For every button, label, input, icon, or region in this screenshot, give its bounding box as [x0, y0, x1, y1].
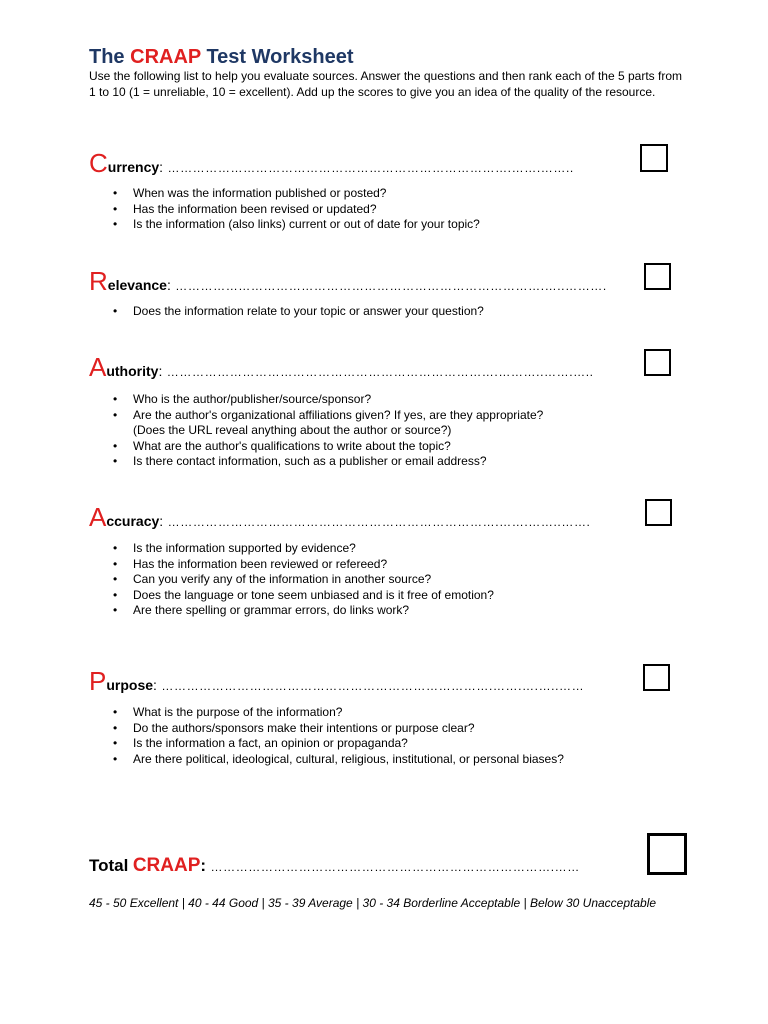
list-item: • Is the information a fact, an opinion or propaganda? — [113, 736, 408, 751]
question-list — [89, 304, 679, 320]
list-item: • Does the language or tone seem unbiased and is it free of emotion? — [113, 587, 494, 602]
list-item: • When was the information published or posted? — [113, 186, 387, 200]
list-item: • What are the author's qualifications to write about the topic? — [113, 438, 451, 453]
section-colon: : — [159, 159, 164, 175]
intro-paragraph: Use the following list to help you evaluate sources. Answer the questions and then rank each of the 5 parts from 1 to 10 (1 = unreliable, 10 = excellent). Add up the scores to give you an idea of the quality of the resource. — [89, 69, 683, 99]
section-currency — [89, 148, 679, 233]
section-heading — [89, 266, 679, 296]
score-box-relevance[interactable] — [644, 263, 671, 290]
question-list — [89, 186, 679, 233]
section-accuracy — [89, 502, 679, 619]
section-colon: : — [158, 363, 163, 379]
score-box-accuracy[interactable] — [645, 499, 672, 526]
section-initial: R — [89, 266, 108, 296]
section-relevance — [89, 266, 679, 320]
list-item: • Are there political, ideological, cultural, religious, institutional, or personal biases? — [113, 751, 564, 766]
section-initial: C — [89, 148, 108, 178]
section-label: uthority — [106, 363, 159, 379]
section-label: elevance — [107, 277, 167, 293]
section-heading — [89, 502, 679, 532]
total-colon: : — [200, 856, 207, 875]
section-label: urpose — [106, 677, 154, 693]
section-label: urrency — [107, 159, 160, 175]
list-item: • Do the authors/sponsors make their intentions or purpose clear? — [113, 720, 475, 735]
list-item: • Has the information been reviewed or refereed? — [113, 556, 388, 571]
section-heading — [89, 666, 679, 696]
list-item: • What is the purpose of the information? — [113, 705, 343, 719]
section-heading — [89, 352, 679, 382]
section-initial: A — [89, 352, 107, 382]
section-initial: P — [89, 666, 107, 696]
section-label: ccuracy — [106, 513, 160, 529]
total-line — [89, 855, 580, 877]
list-item: • Can you verify any of the information in another source? — [113, 572, 432, 587]
section-heading — [89, 148, 679, 178]
list-item: • Who is the author/publisher/source/sponsor? — [113, 392, 372, 406]
total-brand: CRAAP — [132, 855, 201, 876]
leader-dots: …………………………………………………………………….…….……..……. — [167, 515, 591, 529]
list-item: • Are there spelling or grammar errors, do links work? — [113, 603, 410, 618]
list-item: • Is the information supported by evidence? — [113, 541, 356, 555]
title-prefix: The — [89, 46, 125, 68]
question-list — [89, 392, 679, 470]
section-colon: : — [153, 677, 157, 693]
total-label: Total — [89, 856, 129, 875]
section-purpose — [89, 666, 679, 767]
score-box-purpose[interactable] — [643, 664, 670, 691]
list-item: • Has the information been revised or updated? — [113, 201, 377, 216]
score-scale: 45 - 50 Excellent | 40 - 44 Good | 35 - 39 Average | 30 - 34 Borderline Acceptable | Below 30 Unacceptable — [89, 896, 657, 910]
list-item: • Does the information relate to your topic or answer your question? — [113, 304, 484, 318]
page-title — [89, 46, 354, 69]
section-authority — [89, 352, 679, 470]
question-list — [89, 705, 679, 767]
list-item: • Is there contact information, such as a publisher or email address? — [113, 454, 487, 469]
leader-dots: …………………………………………………………………….………..…….….. — [166, 365, 594, 379]
section-initial: A — [89, 502, 107, 532]
leader-dots: ……………………………………………………………………….…….…….. — [167, 161, 574, 175]
list-item: (Does the URL reveal anything about the author or source?) — [133, 423, 452, 438]
leader-dots: …………………………………………………………………………….…..………. — [175, 279, 607, 293]
score-box-currency[interactable] — [640, 144, 668, 172]
list-item: • Are the author's organizational affiliations given? If yes, are they appropriate? — [113, 407, 544, 422]
score-box-authority[interactable] — [644, 349, 671, 376]
section-colon: : — [159, 513, 164, 529]
leader-dots: ……………………………………………………………………….…… — [210, 860, 580, 874]
title-suffix: Test Worksheet — [206, 46, 354, 68]
title-brand: CRAAP — [130, 46, 201, 68]
section-colon: : — [166, 277, 171, 293]
list-item: • Is the information (also links) current or out of date for your topic? — [113, 217, 480, 232]
leader-dots: …………………………………………………………………….…….….…..…… — [161, 679, 585, 693]
question-list — [89, 541, 679, 619]
score-box-total[interactable] — [647, 833, 687, 875]
